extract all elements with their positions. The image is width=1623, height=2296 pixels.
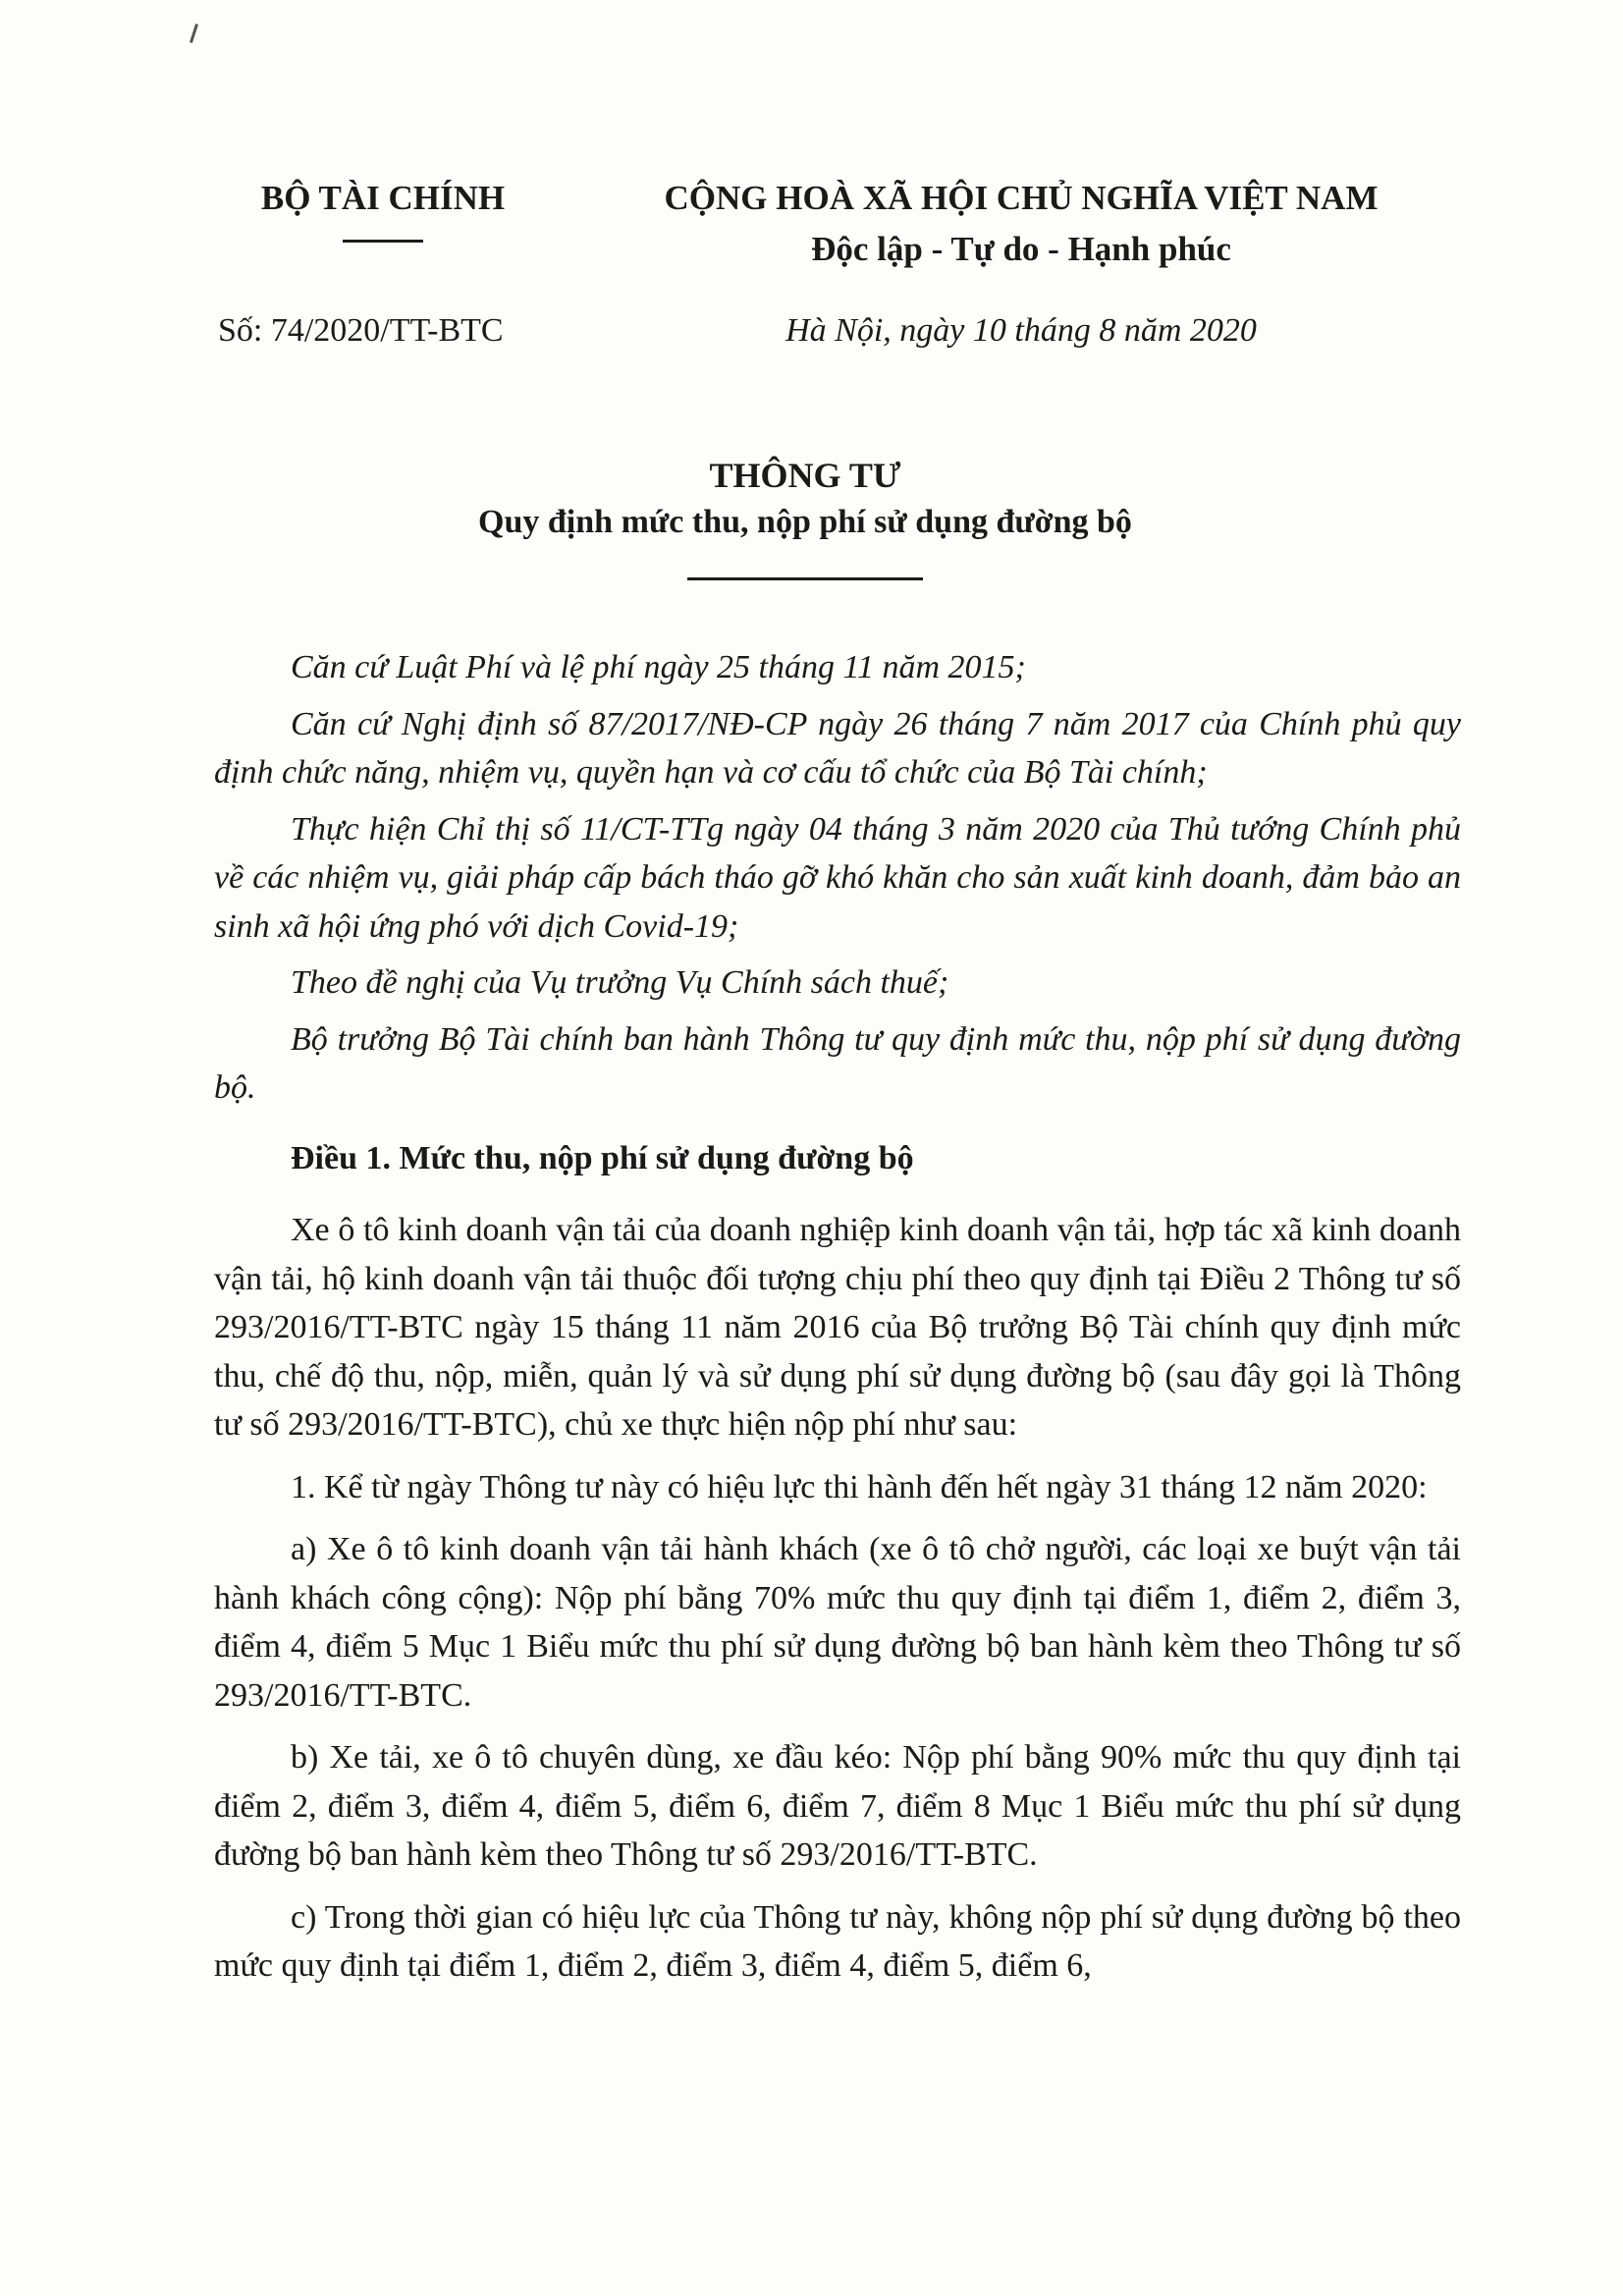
point-c: c) Trong thời gian có hiệu lực của Thông tư này, không nộp phí sử dụng đường bộ theo mức quy định tại điểm 1, điểm 2, điểm 3, điểm 4, điểm 5, điểm 6, xyxy=(214,1898,1461,1984)
document-subject: Quy định mức thu, nộp phí sử dụng đường bộ xyxy=(478,504,1132,540)
document-body xyxy=(214,643,1461,1998)
national-motto: Độc lập - Tự do - Hạnh phúc xyxy=(811,230,1231,268)
national-header-block xyxy=(628,173,1414,275)
scan-speck xyxy=(189,24,198,43)
preamble-line: Căn cứ Luật Phí và lệ phí ngày 25 tháng 11 năm 2015; xyxy=(291,649,1026,685)
title-underline xyxy=(687,577,923,580)
point-a: a) Xe ô tô kinh doanh vận tải hành khách (xe ô tô chở người, các loại xe buýt vận tải hành khách công cộng): Nộp phí bằng 70% mức thu quy định tại điểm 1, điểm 2, điểm 3, điểm 4, điểm 5 Mục 1 Biểu mức thu phí sử dụng đường bộ ban hành kèm theo Thông tư số 293/2016/TT-BTC. xyxy=(214,1531,1461,1714)
article-intro: Xe ô tô kinh doanh vận tải của doanh nghiệp kinh doanh vận tải, hợp tác xã kinh doanh vận tải, hộ kinh doanh vận tải thuộc đối tượng chịu phí theo quy định tại Điều 2 Thông tư số 293/2016/TT-BTC ngày 15 tháng 11 năm 2016 của Bộ trưởng Bộ Tài chính quy định mức thu, chế độ thu, nộp, miễn, quản lý và sử dụng phí sử dụng đường bộ (sau đây gọi là Thông tư số 293/2016/TT-BTC), chủ xe thực hiện nộp phí như sau: xyxy=(214,1212,1461,1443)
article-heading: Điều 1. Mức thu, nộp phí sử dụng đường bộ xyxy=(291,1139,914,1176)
country-name: CỘNG HOÀ XÃ HỘI CHỦ NGHĨA VIỆT NAM xyxy=(664,179,1379,217)
preamble-line: Thực hiện Chỉ thị số 11/CT-TTg ngày 04 tháng 3 năm 2020 của Thủ tướng Chính phủ về các nhiệm vụ, giải pháp cấp bách tháo gỡ khó khăn cho sản xuất kinh doanh, đảm bảo an sinh xã hội ứng phó với dịch Covid-19; xyxy=(214,810,1461,945)
document-number: Số: 74/2020/TT-BTC xyxy=(218,312,504,349)
ministry-underline xyxy=(343,240,423,243)
document-title-block xyxy=(314,452,1296,580)
preamble-line: Căn cứ Nghị định số 87/2017/NĐ-CP ngày 26 tháng 7 năm 2017 của Chính phủ quy định chức năng, nhiệm vụ, quyền hạn và cơ cấu tổ chức của Bộ Tài chính; xyxy=(214,705,1461,791)
place-and-date: Hà Nội, ngày 10 tháng 8 năm 2020 xyxy=(785,312,1257,349)
clause-1: 1. Kể từ ngày Thông tư này có hiệu lực thi hành đến hết ngày 31 tháng 12 năm 2020: xyxy=(291,1468,1428,1505)
point-b: b) Xe tải, xe ô tô chuyên dùng, xe đầu kéo: Nộp phí bằng 90% mức thu quy định tại điểm 2, điểm 3, điểm 4, điểm 5, điểm 6, điểm 7, điểm 8 Mục 1 Biểu mức thu phí sử dụng đường bộ ban hành kèm theo Thông tư số 293/2016/TT-BTC. xyxy=(214,1739,1461,1873)
document-type: THÔNG TƯ xyxy=(709,456,901,495)
preamble-line: Bộ trưởng Bộ Tài chính ban hành Thông tư quy định mức thu, nộp phí sử dụng đường bộ. xyxy=(214,1020,1461,1106)
preamble-line: Theo đề nghị của Vụ trưởng Vụ Chính sách thuế; xyxy=(291,964,949,1001)
ministry-name: BỘ TÀI CHÍNH xyxy=(260,179,506,217)
issuing-authority-block xyxy=(216,179,550,243)
